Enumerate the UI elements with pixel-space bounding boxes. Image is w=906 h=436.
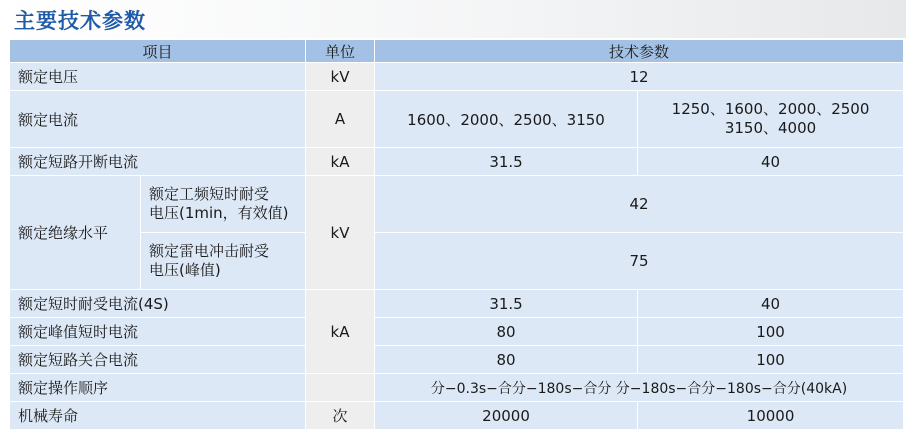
row-value: 42	[375, 176, 904, 233]
table-row	[10, 148, 904, 176]
row-value-left: 1600、2000、2500、3150	[375, 91, 638, 148]
row-unit: kA	[306, 290, 375, 374]
row-label: 额定短路开断电流	[10, 148, 306, 176]
sub-label	[141, 233, 306, 290]
table-row	[10, 346, 904, 374]
value-line: 3150、4000	[724, 119, 817, 137]
row-label: 额定短路关合电流	[10, 346, 306, 374]
row-value-left: 20000	[375, 402, 638, 430]
parameters-table	[9, 39, 904, 430]
row-unit: kV	[306, 176, 375, 290]
row-value-left: 80	[375, 346, 638, 374]
row-value-right: 100	[638, 318, 904, 346]
row-label: 额定绝缘水平	[10, 176, 141, 290]
row-label: 额定操作顺序	[10, 374, 306, 402]
row-label: 额定短时耐受电流(4S)	[10, 290, 306, 318]
row-value-left: 31.5	[375, 148, 638, 176]
sub-label-line: 电压(峰值)	[149, 261, 221, 279]
sub-label-line: 额定雷电冲击耐受	[149, 242, 270, 260]
title-bar	[0, 0, 906, 38]
value-line: 1250、1600、2000、2500	[671, 100, 870, 118]
table-row	[10, 290, 904, 318]
row-label: 额定峰值短时电流	[10, 318, 306, 346]
sub-label-line: 额定工频短时耐受	[149, 185, 270, 203]
row-value: 分−0.3s−合分−180s−合分 分−180s−合分−180s−合分(40kA)	[375, 374, 904, 402]
row-unit: kA	[306, 148, 375, 176]
row-value-right: 100	[638, 346, 904, 374]
row-unit: 次	[306, 402, 375, 430]
row-value-left: 31.5	[375, 290, 638, 318]
row-label: 机械寿命	[10, 402, 306, 430]
row-label: 额定电压	[10, 63, 306, 91]
table-row	[10, 374, 904, 402]
header-unit: 单位	[306, 40, 375, 63]
table-row	[10, 318, 904, 346]
row-value-left: 80	[375, 318, 638, 346]
row-value-right: 10000	[638, 402, 904, 430]
page-title: 主要技术参数	[14, 9, 146, 33]
sub-label-line: 电压(1min，有效值)	[149, 204, 289, 222]
row-value-right: 40	[638, 148, 904, 176]
row-value-right: 40	[638, 290, 904, 318]
table-row	[10, 233, 904, 290]
header-item: 项目	[10, 40, 306, 63]
row-value: 75	[375, 233, 904, 290]
row-unit: A	[306, 91, 375, 148]
row-value: 12	[375, 63, 904, 91]
row-unit	[306, 374, 375, 402]
table-row	[10, 402, 904, 430]
table-row	[10, 63, 904, 91]
header-params: 技术参数	[375, 40, 904, 63]
table-row	[10, 176, 904, 233]
row-value-right	[638, 91, 904, 148]
table-row	[10, 91, 904, 148]
row-label: 额定电流	[10, 91, 306, 148]
sub-label	[141, 176, 306, 233]
row-unit: kV	[306, 63, 375, 91]
table-header-row	[10, 40, 904, 63]
